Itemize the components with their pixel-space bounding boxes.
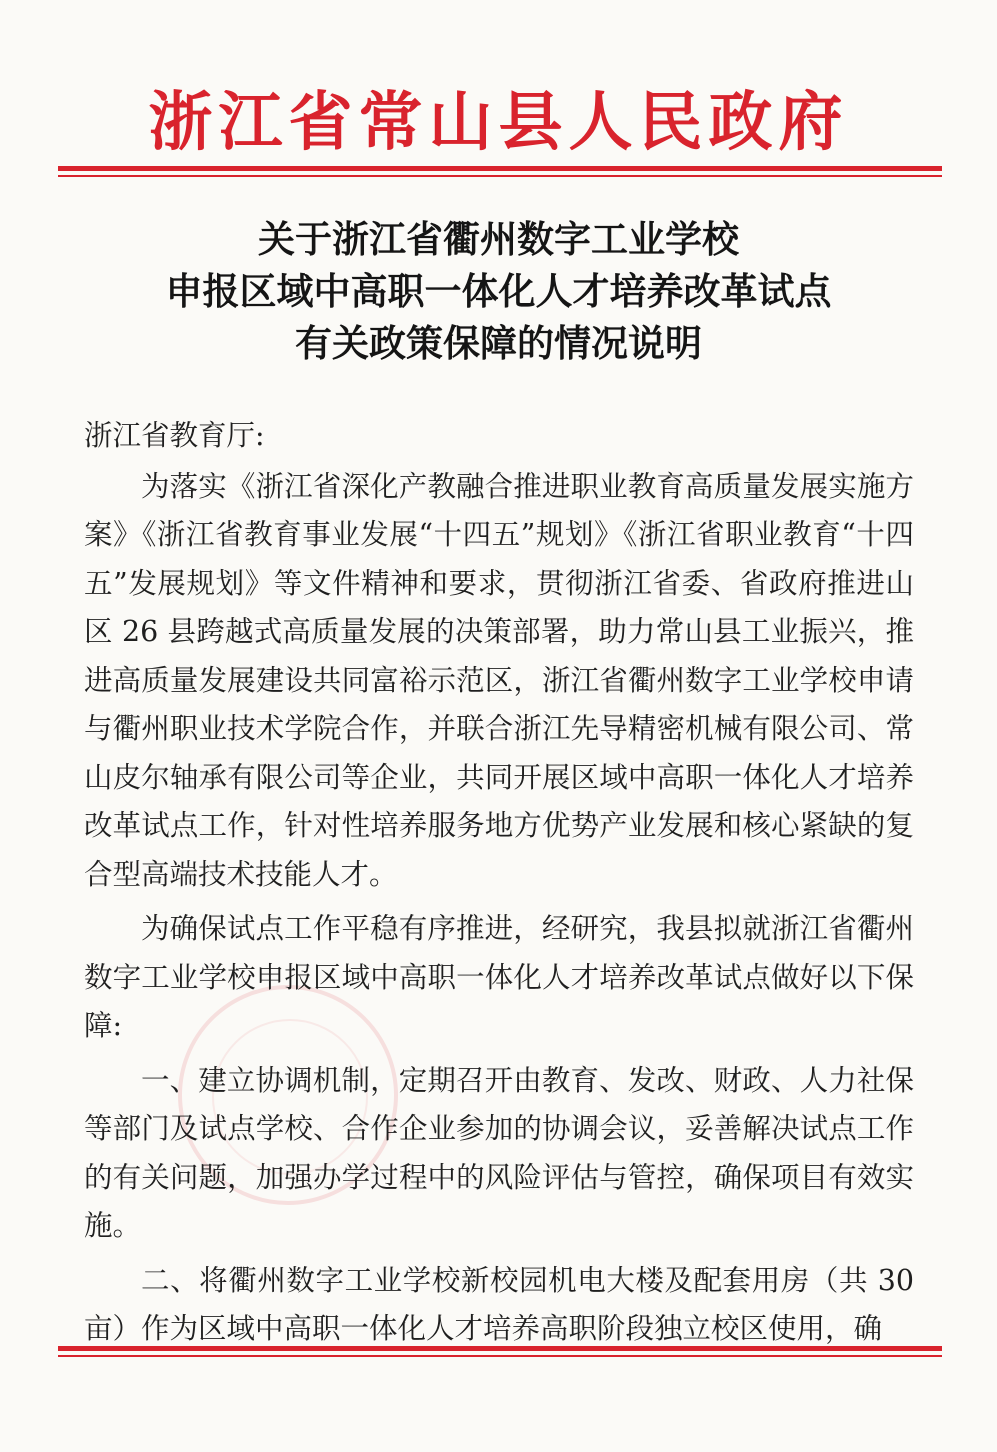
red-rule-thick <box>58 1346 942 1351</box>
document-body <box>84 412 914 1360</box>
title-line-1: 关于浙江省衢州数字工业学校 <box>258 218 739 261</box>
document-title <box>0 214 997 370</box>
salutation: 浙江省教育厅: <box>84 419 265 452</box>
title-line-3: 有关政策保障的情况说明 <box>295 322 702 365</box>
body-paragraph: 为确保试点工作平稳有序推进，经研究，我县拟就浙江省衢州数字工业学校申报区域中高职一体化人才培养改革试点做好以下保障: <box>84 912 914 1042</box>
red-rule-thin <box>58 1355 942 1357</box>
body-paragraph: 二、将衢州数字工业学校新校园机电大楼及配套用房（共 30 亩）作为区域中高职一体化人才培养高职阶段独立校区使用，确 <box>84 1263 914 1345</box>
title-line-2: 申报区域中高职一体化人才培养改革试点 <box>165 270 832 313</box>
header-red-rule <box>58 166 942 177</box>
red-rule-thin <box>58 175 942 177</box>
body-paragraph: 一、建立协调机制，定期召开由教育、发改、财政、人力社保等部门及试点学校、合作企业参加的协调会议，妥善解决试点工作的有关问题，加强办学过程中的风险评估与管控，确保项目有效实施。 <box>84 1063 914 1242</box>
red-rule-thick <box>58 166 942 171</box>
body-paragraph: 为落实《浙江省深化产教融合推进职业教育高质量发展实施方案》《浙江省教育事业发展“十四五”规划》《浙江省职业教育“十四五”发展规划》等文件精神和要求，贯彻浙江省委、省政府推进山区 26 县跨越式高质量发展的决策部署，助力常山县工业振兴，推进高质量发展建设共同富裕示范区，浙江省衢州数字工业学校申请与衢州职业技术学院合作，并联合浙江先导精密机械有限公司、常山皮尔轴承有限公司等企业，共同开展区域中高职一体化人才培养改革试点工作，针对性培养服务地方优势产业发展和核心紧缺的复合型高端技术技能人才。 <box>84 469 914 891</box>
issuing-authority-header: 浙江省常山县人民政府 <box>148 86 849 160</box>
footer-red-rule <box>58 1346 942 1357</box>
